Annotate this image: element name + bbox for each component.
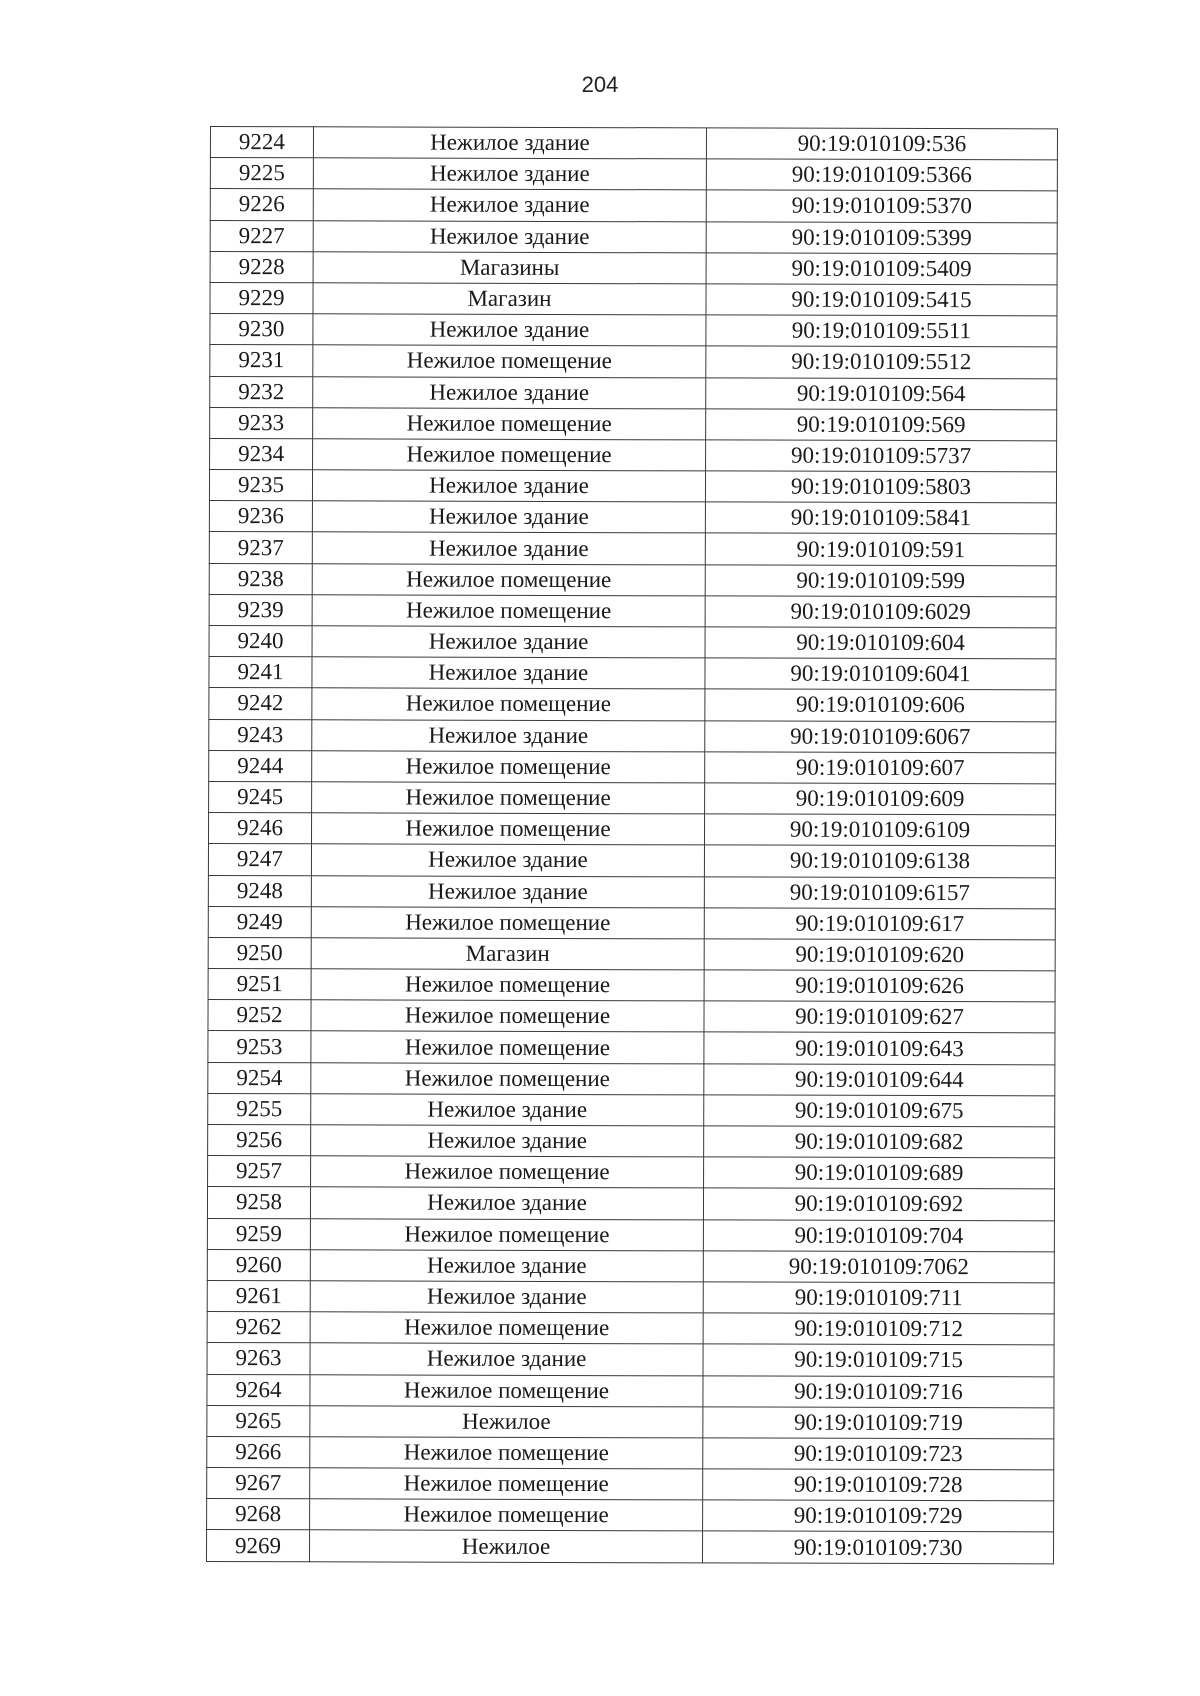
table-row	[209, 688, 1056, 722]
cadastral-number-cell: 90:19:010109:6029	[705, 596, 1056, 628]
table-row	[207, 1405, 1054, 1439]
row-number-cell: 9224	[210, 127, 313, 158]
row-number-cell: 9230	[210, 314, 313, 345]
table-row	[207, 1218, 1054, 1252]
row-number-cell: 9263	[207, 1343, 310, 1374]
object-name-cell: Нежилое здание	[310, 1250, 703, 1282]
cadastral-number-cell: 90:19:010109:729	[703, 1500, 1054, 1532]
cadastral-number-cell: 90:19:010109:607	[705, 752, 1056, 784]
cadastral-number-cell: 90:19:010109:5415	[706, 284, 1057, 316]
cadastral-number-cell: 90:19:010109:723	[703, 1438, 1054, 1470]
row-number-cell: 9235	[209, 470, 312, 501]
object-name-cell: Нежилое здание	[313, 158, 706, 190]
table-row	[209, 501, 1056, 535]
row-number-cell: 9250	[208, 937, 311, 968]
object-name-cell: Нежилое помещение	[310, 1312, 703, 1344]
table-row	[207, 1343, 1054, 1377]
object-name-cell: Нежилое помещение	[311, 1031, 704, 1063]
row-number-cell: 9249	[208, 906, 311, 937]
row-number-cell: 9265	[207, 1405, 310, 1436]
row-number-cell: 9254	[208, 1062, 311, 1093]
object-name-cell: Нежилое здание	[312, 470, 705, 502]
object-name-cell: Нежилое здание	[310, 1343, 703, 1375]
table-row	[210, 158, 1057, 192]
cadastral-number-cell: 90:19:010109:6157	[704, 876, 1055, 908]
cadastral-number-cell: 90:19:010109:716	[703, 1375, 1054, 1407]
row-number-cell: 9226	[210, 189, 313, 220]
table-row	[208, 1124, 1055, 1158]
object-name-cell: Нежилое помещение	[313, 407, 706, 439]
row-number-cell: 9229	[210, 282, 313, 313]
table-row	[208, 1062, 1055, 1096]
table-row	[207, 1374, 1054, 1408]
cadastral-number-cell: 90:19:010109:712	[703, 1313, 1054, 1345]
object-name-cell: Нежилое помещение	[313, 439, 706, 471]
row-number-cell: 9225	[210, 158, 313, 189]
row-number-cell: 9236	[209, 501, 312, 532]
cadastral-number-cell: 90:19:010109:5399	[706, 221, 1057, 253]
table-row	[208, 1093, 1055, 1127]
table-body	[206, 127, 1057, 1564]
row-number-cell: 9232	[210, 376, 313, 407]
row-number-cell: 9242	[209, 688, 312, 719]
cadastral-number-cell: 90:19:010109:5737	[706, 440, 1057, 472]
page-number: 204	[581, 72, 619, 97]
cadastral-number-cell: 90:19:010109:5366	[706, 159, 1057, 191]
object-name-cell: Нежилое здание	[311, 844, 704, 876]
cadastral-number-cell: 90:19:010109:5511	[706, 315, 1057, 347]
table-row	[210, 345, 1057, 379]
cadastral-number-cell: 90:19:010109:728	[703, 1469, 1054, 1501]
table-row	[210, 407, 1057, 441]
registry-table	[206, 126, 1058, 1564]
table-row	[210, 189, 1057, 223]
object-name-cell: Нежилое помещение	[311, 969, 704, 1001]
table-row	[207, 1187, 1054, 1221]
cadastral-number-cell: 90:19:010109:644	[704, 1064, 1055, 1096]
row-number-cell: 9269	[206, 1530, 309, 1561]
row-number-cell: 9255	[208, 1093, 311, 1124]
object-name-cell: Магазины	[313, 252, 706, 284]
object-name-cell: Нежилое здание	[313, 220, 706, 252]
object-name-cell: Нежилое здание	[312, 501, 705, 533]
row-number-cell: 9247	[208, 844, 311, 875]
object-name-cell: Нежилое здание	[311, 875, 704, 907]
object-name-cell: Нежилое помещение	[312, 595, 705, 627]
object-name-cell: Нежилое помещение	[311, 1062, 704, 1094]
table-row	[208, 937, 1055, 971]
cadastral-number-cell: 90:19:010109:682	[704, 1126, 1055, 1158]
cadastral-number-cell: 90:19:010109:626	[704, 970, 1055, 1002]
cadastral-number-cell: 90:19:010109:617	[704, 908, 1055, 940]
table-row	[209, 563, 1056, 597]
row-number-cell: 9246	[208, 813, 311, 844]
object-name-cell: Нежилое помещение	[311, 906, 704, 938]
cadastral-number-cell: 90:19:010109:627	[704, 1001, 1055, 1033]
cadastral-number-cell: 90:19:010109:643	[704, 1032, 1055, 1064]
table-row	[209, 781, 1056, 815]
cadastral-number-cell: 90:19:010109:6138	[704, 845, 1055, 877]
row-number-cell: 9262	[207, 1312, 310, 1343]
row-number-cell: 9244	[209, 750, 312, 781]
row-number-cell: 9238	[209, 563, 312, 594]
table-row	[210, 127, 1057, 161]
row-number-cell: 9237	[209, 532, 312, 563]
object-name-cell: Нежилое помещение	[311, 1156, 704, 1188]
cadastral-number-cell: 90:19:010109:536	[706, 128, 1057, 160]
object-name-cell: Нежилое помещение	[310, 1374, 703, 1406]
table-row	[208, 1000, 1055, 1034]
object-name-cell: Нежилое помещение	[310, 1499, 703, 1531]
row-number-cell: 9234	[210, 438, 313, 469]
table-row	[209, 657, 1056, 691]
object-name-cell: Нежилое здание	[310, 1281, 703, 1313]
object-name-cell: Нежилое помещение	[312, 751, 705, 783]
table-row	[206, 1530, 1053, 1564]
cadastral-number-cell: 90:19:010109:5803	[705, 471, 1056, 503]
cadastral-number-cell: 90:19:010109:719	[703, 1407, 1054, 1439]
cadastral-number-cell: 90:19:010109:704	[703, 1219, 1054, 1251]
table-row	[207, 1312, 1054, 1346]
object-name-cell: Нежилое здание	[310, 1187, 703, 1219]
object-name-cell: Нежилое здание	[312, 626, 705, 658]
table-row	[207, 1468, 1054, 1502]
table-row	[210, 376, 1057, 410]
row-number-cell: 9240	[209, 625, 312, 656]
object-name-cell: Нежилое помещение	[310, 1218, 703, 1250]
table-row	[209, 594, 1056, 628]
row-number-cell: 9261	[207, 1280, 310, 1311]
object-name-cell: Нежилое помещение	[312, 688, 705, 720]
row-number-cell: 9245	[209, 781, 312, 812]
table-row	[209, 750, 1056, 784]
object-name-cell: Нежилое здание	[312, 719, 705, 751]
table-row	[208, 844, 1055, 878]
table-row	[207, 1499, 1054, 1533]
row-number-cell: 9253	[208, 1031, 311, 1062]
row-number-cell: 9248	[208, 875, 311, 906]
cadastral-number-cell: 90:19:010109:564	[706, 377, 1057, 409]
row-number-cell: 9266	[207, 1436, 310, 1467]
row-number-cell: 9252	[208, 1000, 311, 1031]
table-row	[208, 906, 1055, 940]
row-number-cell: 9259	[207, 1218, 310, 1249]
table-row	[208, 969, 1055, 1003]
cadastral-number-cell: 90:19:010109:692	[703, 1188, 1054, 1220]
cadastral-number-cell: 90:19:010109:689	[704, 1157, 1055, 1189]
row-number-cell: 9256	[208, 1124, 311, 1155]
cadastral-number-cell: 90:19:010109:620	[704, 939, 1055, 971]
object-name-cell: Нежилое	[309, 1530, 702, 1562]
object-name-cell: Нежилое здание	[311, 1125, 704, 1157]
row-number-cell: 9227	[210, 220, 313, 251]
table-row	[207, 1249, 1054, 1283]
row-number-cell: 9243	[209, 719, 312, 750]
cadastral-number-cell: 90:19:010109:715	[703, 1344, 1054, 1376]
object-name-cell: Нежилое здание	[313, 189, 706, 221]
row-number-cell: 9267	[207, 1468, 310, 1499]
table-row	[209, 719, 1056, 753]
cadastral-number-cell: 90:19:010109:6041	[705, 658, 1056, 690]
object-name-cell: Нежилое здание	[313, 314, 706, 346]
row-number-cell: 9231	[210, 345, 313, 376]
cadastral-number-cell: 90:19:010109:591	[705, 533, 1056, 565]
row-number-cell: 9241	[209, 657, 312, 688]
cadastral-number-cell: 90:19:010109:599	[705, 565, 1056, 597]
row-number-cell: 9260	[207, 1249, 310, 1280]
object-name-cell: Магазин	[313, 283, 706, 315]
row-number-cell: 9258	[207, 1187, 310, 1218]
table-row	[208, 1031, 1055, 1065]
object-name-cell: Нежилое помещение	[312, 782, 705, 814]
row-number-cell: 9268	[207, 1499, 310, 1530]
table-row	[208, 1156, 1055, 1190]
row-number-cell: 9251	[208, 969, 311, 1000]
row-number-cell: 9228	[210, 251, 313, 282]
object-name-cell: Нежилое здание	[312, 532, 705, 564]
table-row	[207, 1280, 1054, 1314]
table-row	[210, 251, 1057, 285]
row-number-cell: 9239	[209, 594, 312, 625]
row-number-cell: 9257	[208, 1156, 311, 1187]
object-name-cell: Нежилое помещение	[310, 1468, 703, 1500]
table-row	[209, 532, 1056, 566]
table-row	[208, 813, 1055, 847]
object-name-cell: Нежилое помещение	[313, 345, 706, 377]
cadastral-number-cell: 90:19:010109:730	[702, 1531, 1053, 1563]
table-row	[210, 314, 1057, 348]
table-row	[210, 220, 1057, 254]
object-name-cell: Магазин	[311, 938, 704, 970]
row-number-cell: 9264	[207, 1374, 310, 1405]
cadastral-number-cell: 90:19:010109:6109	[704, 814, 1055, 846]
table-row	[207, 1436, 1054, 1470]
object-name-cell: Нежилое	[310, 1405, 703, 1437]
cadastral-number-cell: 90:19:010109:609	[705, 783, 1056, 815]
table-row	[210, 282, 1057, 316]
row-number-cell: 9233	[210, 407, 313, 438]
cadastral-number-cell: 90:19:010109:6067	[705, 720, 1056, 752]
table-row	[208, 875, 1055, 909]
object-name-cell: Нежилое здание	[313, 376, 706, 408]
object-name-cell: Нежилое помещение	[312, 563, 705, 595]
cadastral-number-cell: 90:19:010109:606	[705, 689, 1056, 721]
cadastral-number-cell: 90:19:010109:5370	[706, 190, 1057, 222]
cadastral-number-cell: 90:19:010109:569	[706, 409, 1057, 441]
object-name-cell: Нежилое помещение	[311, 813, 704, 845]
object-name-cell: Нежилое помещение	[311, 1000, 704, 1032]
cadastral-number-cell: 90:19:010109:7062	[703, 1251, 1054, 1283]
table-row	[209, 470, 1056, 504]
cadastral-number-cell: 90:19:010109:5841	[705, 502, 1056, 534]
table-row	[209, 625, 1056, 659]
object-name-cell: Нежилое здание	[311, 1094, 704, 1126]
object-name-cell: Нежилое здание	[312, 657, 705, 689]
cadastral-number-cell: 90:19:010109:675	[704, 1095, 1055, 1127]
cadastral-number-cell: 90:19:010109:604	[705, 627, 1056, 659]
cadastral-number-cell: 90:19:010109:5409	[706, 253, 1057, 285]
object-name-cell: Нежилое помещение	[310, 1437, 703, 1469]
cadastral-number-cell: 90:19:010109:711	[703, 1282, 1054, 1314]
table-row	[210, 438, 1057, 472]
cadastral-number-cell: 90:19:010109:5512	[706, 346, 1057, 378]
object-name-cell: Нежилое здание	[313, 127, 706, 159]
